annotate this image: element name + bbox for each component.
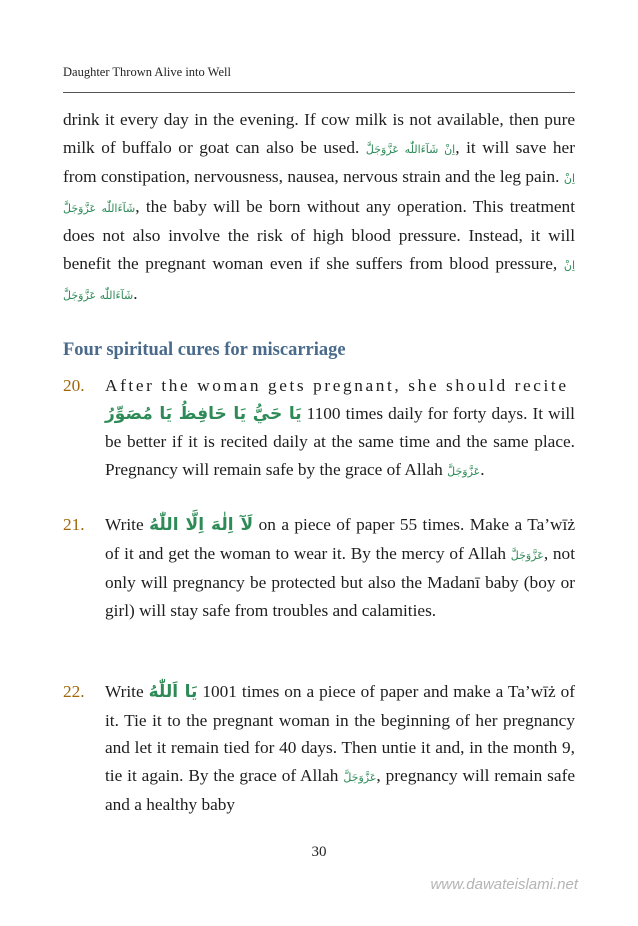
item-body	[105, 372, 575, 485]
item-text-2: , pregnancy will remain safe and a healthy baby	[105, 765, 575, 815]
item-text-1: 1100 times daily for forty days. It will be better if it is recited daily at the same time and the same place. Pregnancy will remain safe by the grace of Allah	[105, 403, 575, 479]
item-text-0: Write	[105, 515, 150, 534]
intro-text-1: drink it every day in the evening. If cow milk is not available, then pure milk of buffalo or goat can also be used.	[63, 110, 575, 157]
item-body	[105, 511, 575, 624]
item-text-2: .	[480, 459, 485, 479]
intro-text-2: , it will save her from constipation, nervousness, nausea, nervous strain and the leg pain.	[63, 137, 575, 187]
item-text-1: on a piece of paper 55 times. Make a Ta’wīż of it and get the woman to wear it. By the mercy of Allah	[105, 515, 575, 563]
arabic-insha-allah-3: اِنْ شَآءَاللّٰه عَزَّوَجَلَّ	[63, 258, 575, 302]
item-number: 20.	[63, 376, 85, 395]
list-item-22	[63, 678, 575, 819]
item-number: 22.	[63, 682, 85, 701]
item-text-0: Write	[105, 682, 149, 701]
list-item-21	[63, 511, 575, 624]
arabic-invocation: لَآ اِلٰهَ اِلَّا اللّٰهُ	[149, 515, 254, 535]
intro-text-3: , the baby will be born without any operation. This treatment does not also involve the risk of high blood pressure. Instead, it will benefit the pregnant woman even if she suffers from blood pressure,	[63, 196, 575, 273]
arabic-invocation: يَا اَللّٰهُ	[148, 682, 198, 702]
item-text-1: 1001 times on a piece of paper and make a Ta’wīż of it. Tie it to the pregnant woman in the beginning of her pregnancy and let it remain tied for 40 days. Then untie it and, in the month 9, tie it again. By the grace of Allah	[105, 682, 575, 785]
header-rule	[63, 92, 575, 93]
arabic-azza-wa-jall: عَزَّوَجَلَّ	[447, 464, 481, 478]
arabic-azza-wa-jall: عَزَّوَجَلَّ	[343, 770, 377, 784]
page-number: 30	[311, 844, 327, 860]
arabic-azza-wa-jall: عَزَّوَجَلَّ	[510, 548, 544, 562]
intro-paragraph	[63, 106, 575, 309]
item-text-0: After the woman gets pregnant, she should recite	[105, 376, 569, 395]
section-heading: Four spiritual cures for miscarriage	[63, 340, 346, 360]
running-header: Daughter Thrown Alive into Well	[63, 65, 231, 79]
arabic-insha-allah-1: اِنْ شَآءَاللّٰه عَزَّوَجَلَّ	[365, 142, 456, 156]
arabic-invocation: يَا حَيُّ يَا حَافِظُ يَا مُصَوِّرُ	[105, 403, 302, 424]
website-watermark: www.dawateislami.net	[430, 876, 578, 893]
item-text-2: , not only will pregnancy be protected but also the Madanī baby (boy or girl) will stay safe from troubles and calamities.	[105, 543, 575, 620]
arabic-insha-allah-2: اِنْ شَآءَاللّٰه عَزَّوَجَلَّ	[63, 172, 575, 215]
item-body	[105, 678, 575, 819]
intro-text-4: .	[133, 283, 138, 303]
list-item-20	[63, 372, 575, 485]
item-number: 21.	[63, 515, 85, 534]
